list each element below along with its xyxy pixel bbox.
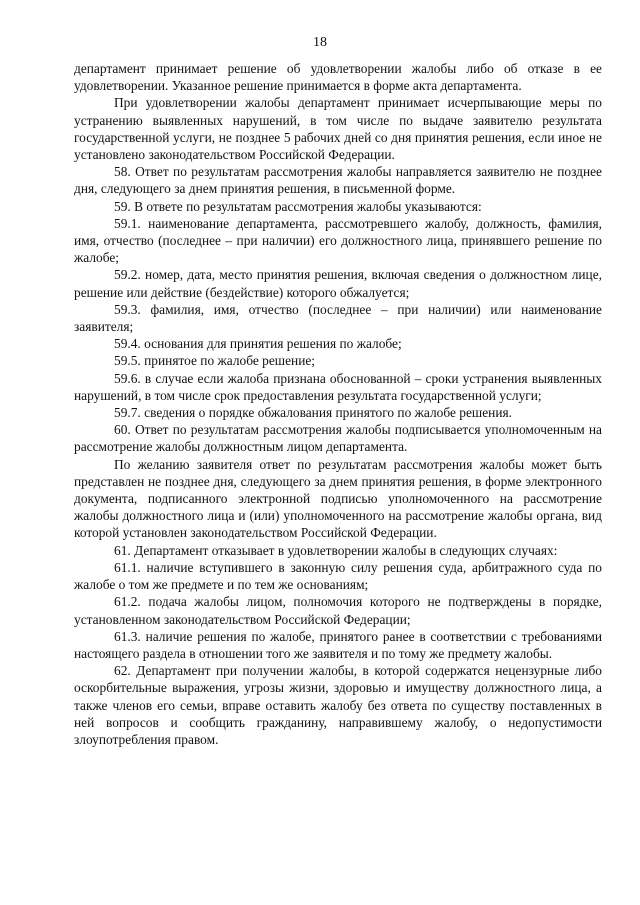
paragraph-62: 62. Департамент при получении жалобы, в которой содержатся нецензурные либо оскорбительные выражения, угрозы жизни, здоровью и имуществу должностного лица, а также членов его семьи, вправе оставить жалобу без ответа по существу поставленных в ней вопросов и сообщить гражданину, направившему жалобу, о недопустимости злоупотребления правом.	[74, 663, 602, 747]
paragraph-61-1: 61.1. наличие вступившего в законную силу решения суда, арбитражного суда по жалобе о том же предмете и по тем же основаниям;	[74, 559, 602, 593]
paragraph-59-3: 59.3. фамилия, имя, отчество (последнее – при наличии) или наименование заявителя;	[74, 301, 602, 335]
paragraph-continuation: департамент принимает решение об удовлетворении жалобы либо об отказе в ее удовлетворении. Указанное решение принимается в форме акта департамента.	[74, 61, 602, 94]
paragraph-electronic-response: По желанию заявителя ответ по результатам рассмотрения жалобы может быть представлен не позднее дня, следующего за днем принятия решения, в форме электронного документа, подписанного электронной подписью уполномоченного на рассмотрение жалобы должностного лица и (или) уполномоченного на рассмотрение жалобы органа, вид которой установлен законодательством Российской Федерации.	[74, 456, 602, 541]
paragraph-59-4: 59.4. основания для принятия решения по жалобе;	[114, 336, 402, 352]
paragraph-61-2: 61.2. подача жалобы лицом, полномочия которого не подтверждены в порядке, установленном законодательством Российской Федерации;	[74, 594, 602, 627]
page-number: 18	[313, 35, 327, 50]
paragraph-satisfaction-measures: При удовлетворении жалобы департамент принимает исчерпывающие меры по устранению выявленных нарушений, в том числе по выдаче заявителю результата государственной услуги, не позднее 5 рабочих дней со дня принятия решения, если иное не установлено законодательством Российской Федерации.	[74, 95, 602, 163]
paragraph-60: 60. Ответ по результатам рассмотрения жалобы подписывается уполномоченным на рассмотрение жалобы должностным лицом департамента.	[74, 422, 602, 455]
paragraph-59: 59. В ответе по результатам рассмотрения жалобы указываются:	[114, 198, 482, 214]
document-body	[74, 60, 602, 748]
paragraph-59-2: 59.2. номер, дата, место принятия решения, включая сведения о должностном лице, решение или действие (бездействие) которого обжалуется;	[74, 267, 602, 300]
paragraph-58: 58. Ответ по результатам рассмотрения жалобы направляется заявителю не позднее дня, следующего за днем принятия решения, в письменной форме.	[74, 164, 602, 197]
paragraph-59-7: 59.7. сведения о порядке обжалования принятого по жалобе решения.	[114, 405, 512, 421]
paragraph-61-3: 61.3. наличие решения по жалобе, принятого ранее в соответствии с требованиями настоящего раздела в отношении того же заявителя и по тому же предмету жалобы.	[74, 628, 602, 661]
paragraph-61: 61. Департамент отказывает в удовлетворении жалобы в следующих случаях:	[114, 542, 558, 558]
paragraph-59-1: 59.1. наименование департамента, рассмотревшего жалобу, должность, фамилия, имя, отчество (последнее – при наличии) его должностного лица, принявшего решение по жалобе;	[74, 215, 602, 266]
paragraph-59-6: 59.6. в случае если жалоба признана обоснованной – сроки устранения выявленных нарушений, в том числе срок предоставления результата государственной услуги;	[74, 370, 602, 403]
paragraph-59-5: 59.5. принятое по жалобе решение;	[114, 353, 316, 369]
